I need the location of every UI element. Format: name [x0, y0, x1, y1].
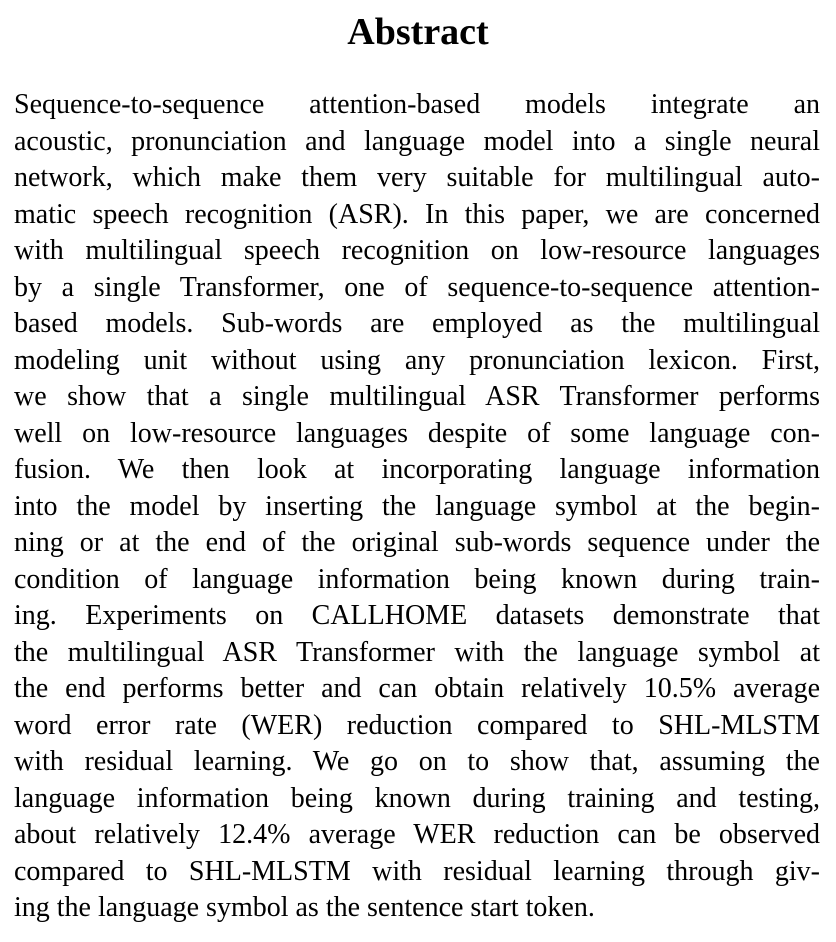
- abstract-line: we show that a single multilingual ASR Transformer performs: [14, 381, 820, 412]
- abstract-line: network, which make them very suitable for multilingual auto-: [14, 162, 820, 193]
- abstract-line: fusion. We then look at incorporating language information: [14, 454, 820, 485]
- abstract-paragraph: [14, 87, 820, 927]
- abstract-line: word error rate (WER) reduction compared to SHL-MLSTM: [14, 709, 820, 741]
- abstract-line: with residual learning. We go on to show that, assuming the: [14, 746, 820, 777]
- abstract-line: by a single Transformer, one of sequence-to-sequence attention-: [14, 271, 820, 303]
- abstract-line: acoustic, pronunciation and language model into a single neural: [14, 125, 820, 157]
- abstract-line: the end performs better and can obtain relatively 10.5% average: [14, 673, 820, 704]
- abstract-line: the multilingual ASR Transformer with the language symbol at: [14, 636, 820, 668]
- abstract-line: ing. Experiments on CALLHOME datasets demonstrate that: [14, 600, 820, 631]
- abstract-line: with multilingual speech recognition on low-resource languages: [14, 235, 820, 266]
- abstract-line: condition of language information being known during train-: [14, 563, 820, 595]
- abstract-line: matic speech recognition (ASR). In this paper, we are concerned: [14, 198, 820, 230]
- abstract-line: modeling unit without using any pronunciation lexicon. First,: [14, 344, 820, 376]
- abstract-line: about relatively 12.4% average WER reduction can be observed: [14, 819, 820, 850]
- abstract-line: based models. Sub-words are employed as the multilingual: [14, 308, 820, 339]
- abstract-line: well on low-resource languages despite of some language con-: [14, 417, 820, 449]
- abstract-line: Sequence-to-sequence attention-based models integrate an: [14, 89, 820, 120]
- abstract-line: into the model by inserting the language symbol at the begin-: [14, 490, 820, 522]
- abstract-line: compared to SHL-MLSTM with residual learning through giv-: [14, 855, 820, 887]
- abstract-line: ing the language symbol as the sentence start token.: [14, 892, 595, 923]
- abstract-heading: Abstract: [347, 11, 489, 53]
- abstract-line: language information being known during training and testing,: [14, 782, 820, 814]
- abstract-line: ning or at the end of the original sub-words sequence under the: [14, 527, 820, 558]
